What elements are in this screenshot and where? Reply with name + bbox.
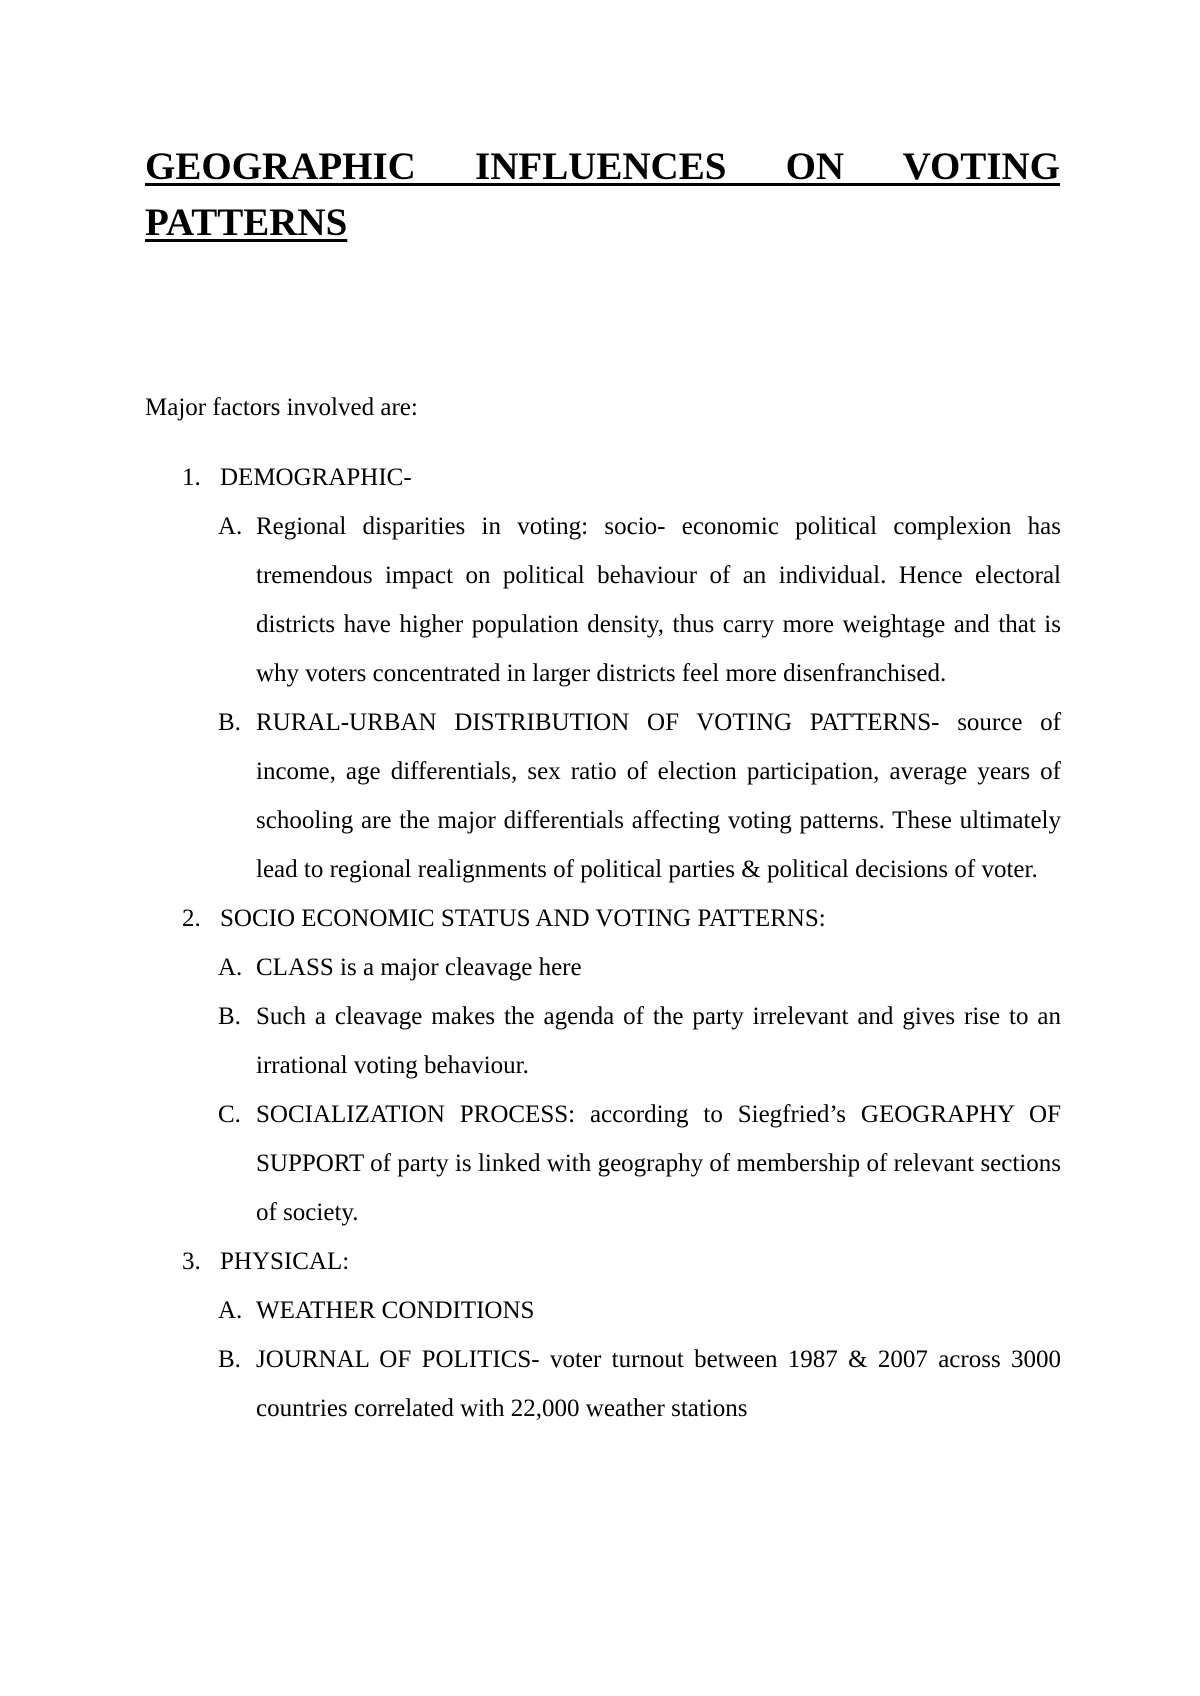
list-item xyxy=(0,698,1200,894)
list-item xyxy=(0,1335,1200,1433)
item-letter: A. xyxy=(218,513,243,540)
item-text: Regional disparities in voting: socio- economic political complexion has tremendous impact on political behaviour of an individual. Hence electoral districts have higher population density, thus carry more weightage and that is why voters concentrated in larger districts feel more disenfranchised. xyxy=(256,513,1061,687)
section-heading: PHYSICAL: xyxy=(220,1248,350,1275)
item-letter: B. xyxy=(218,1346,241,1373)
section-number: 3. xyxy=(182,1248,201,1275)
item-text: SOCIALIZATION PROCESS: according to Siegfried’s GEOGRAPHY OF SUPPORT of party is linked with geography of membership of relevant sections of society. xyxy=(256,1101,1061,1226)
list-item xyxy=(0,502,1200,698)
section-heading: SOCIO ECONOMIC STATUS AND VOTING PATTERNS: xyxy=(220,905,826,932)
factor-list xyxy=(0,453,1200,1433)
item-letter: C. xyxy=(218,1101,241,1128)
section-number: 1. xyxy=(182,464,201,491)
title-line-1: GEOGRAPHIC INFLUENCES ON VOTING xyxy=(145,145,1060,188)
section-physical xyxy=(0,1237,1200,1286)
item-text: JOURNAL OF POLITICS- voter turnout between 1987 & 2007 across 3000 countries correlated with 22,000 weather stations xyxy=(256,1346,1061,1422)
section-number: 2. xyxy=(182,905,201,932)
item-letter: A. xyxy=(218,954,243,981)
section-socio-economic xyxy=(0,894,1200,943)
item-text: CLASS is a major cleavage here xyxy=(256,954,582,981)
item-letter: B. xyxy=(218,1003,241,1030)
item-letter: B. xyxy=(218,709,241,736)
list-item xyxy=(0,992,1200,1090)
item-letter: A. xyxy=(218,1297,243,1324)
title-line-2: PATTERNS xyxy=(145,201,348,244)
list-item xyxy=(0,1090,1200,1237)
item-text: WEATHER CONDITIONS xyxy=(256,1297,535,1324)
item-text: RURAL-URBAN DISTRIBUTION OF VOTING PATTERNS- source of income, age differentials, sex ratio of election participation, average years of schooling are the major differentials affecting voting patterns. These ultimately lead to regional realignments of political parties & political decisions of voter. xyxy=(256,709,1061,883)
item-text: Such a cleavage makes the agenda of the party irrelevant and gives rise to an irrational voting behaviour. xyxy=(256,1003,1061,1079)
list-item xyxy=(0,943,1200,992)
intro-text: Major factors involved are: xyxy=(145,394,418,421)
document-title xyxy=(145,140,1060,250)
list-item xyxy=(0,1286,1200,1335)
section-demographic xyxy=(0,453,1200,502)
section-heading: DEMOGRAPHIC- xyxy=(220,464,412,491)
